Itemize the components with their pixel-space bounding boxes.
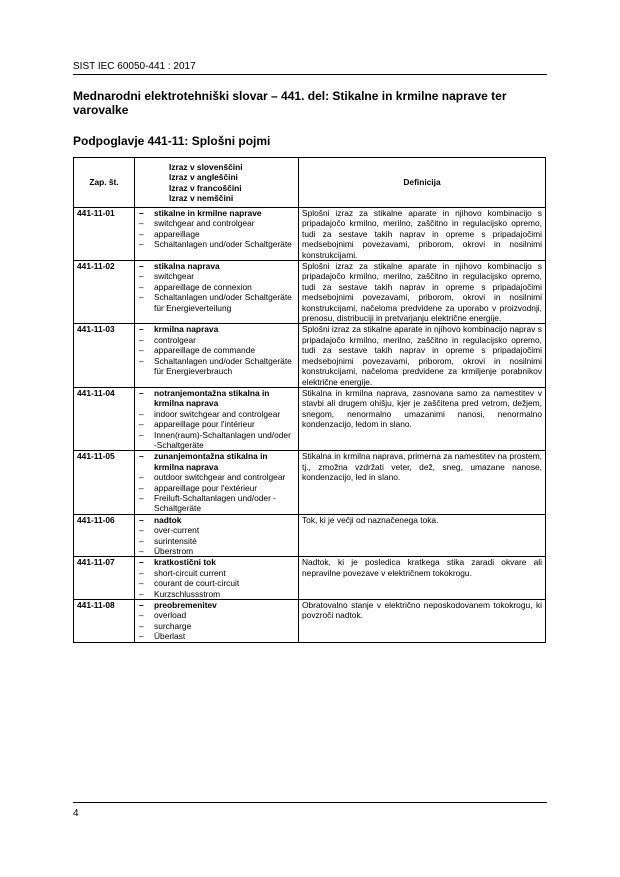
term-cell	[135, 451, 299, 514]
term-fr: – appareillage pour l'intérieur	[138, 419, 295, 429]
table-row	[74, 600, 546, 643]
table-row	[74, 324, 546, 387]
section-title: Podpoglavje 441-11: Splošni pojmi	[73, 134, 271, 148]
term-number: 441-11-03	[74, 324, 135, 387]
table-row	[74, 451, 546, 514]
header-definition: Definicija	[299, 158, 546, 208]
term-definition: Splošni izraz za stikalne aparate in njihovo kombinacijo naprav s pripadajočo krmilno, merilno, zaščitno in regulacijsko opremo, tudi za sestave takih naprav in opreme s pripadajočimi medsebojnimi povezavami, priborom, okrovi in nosilnimi konstrukcijami, načeloma predvidene za krmiljenje porabnikov električne energije.	[299, 324, 546, 387]
term-en: – indoor switchgear and controlgear	[138, 409, 295, 419]
term-fr: – surcharge	[138, 621, 295, 631]
header-terms	[135, 158, 299, 208]
terms-table	[73, 157, 546, 643]
term-en: – switchgear and controlgear	[138, 218, 295, 228]
term-fr: – courant de court-circuit	[138, 578, 295, 588]
table-row	[74, 387, 546, 450]
term-cell	[135, 514, 299, 557]
term-fr: – appareillage	[138, 229, 295, 239]
term-cell	[135, 208, 299, 261]
term-definition: Nadtok, ki je posledica kratkega stika zaradi okvare ali nepravilne povezave v električnem tokokrogu.	[299, 557, 546, 600]
term-cell	[135, 387, 299, 450]
table-row	[74, 261, 546, 324]
term-en: – outdoor switchgear and controlgear	[138, 472, 295, 482]
term-en: – controlgear	[138, 335, 295, 345]
term-number: 441-11-05	[74, 451, 135, 514]
term-sl: – kratkostični tok	[138, 557, 295, 567]
document-id: SIST IEC 60050-441 : 2017	[73, 61, 196, 72]
term-fr: – appareillage pour l'extérieur	[138, 483, 295, 493]
term-definition: Obratovalno stanje v električno neposkodovanem tokokrogu, ki povzroči nadtok.	[299, 600, 546, 643]
term-fr: – surintensité	[138, 536, 295, 546]
page-number: 4	[73, 808, 79, 819]
term-de: – Schaltanlagen und/oder Schaltgeräte für Energieverbrauch	[138, 356, 295, 377]
term-cell	[135, 600, 299, 643]
term-de: – Schaltanlagen und/oder Schaltgeräte	[138, 239, 295, 249]
term-cell	[135, 557, 299, 600]
term-sl: – nadtok	[138, 515, 295, 525]
term-de: – Innen(raum)-Schaltanlagen und/oder -Schaltgeräte	[138, 430, 295, 451]
term-sl: – zunanjemontažna stikalna in krmilna naprava	[138, 451, 295, 472]
term-number: 441-11-02	[74, 261, 135, 324]
header-number: Zap. št.	[74, 158, 135, 208]
term-sl: – notranjemontažna stikalna in krmilna naprava	[138, 388, 295, 409]
term-definition: Tok, ki je večji od naznačenega toka.	[299, 514, 546, 557]
term-fr: – appareillage de connexion	[138, 282, 295, 292]
term-de: – Überstrom	[138, 546, 295, 556]
header-rule	[73, 74, 547, 75]
footer-rule	[73, 802, 547, 803]
term-de: – Freiluft-Schaltanlagen und/oder -Schaltgeräte	[138, 493, 295, 514]
header-term-de: Izraz v nemščini	[169, 192, 234, 203]
term-fr: – appareillage de commande	[138, 345, 295, 355]
table-header-row	[74, 158, 546, 208]
table-row	[74, 514, 546, 557]
term-de: – Kurzschlussstrom	[138, 589, 295, 599]
term-en: – overload	[138, 610, 295, 620]
header-term-en: Izraz v angleščini	[169, 172, 238, 183]
term-cell	[135, 324, 299, 387]
term-sl: – stikalne in krmilne naprave	[138, 208, 295, 218]
term-sl: – preobremenitev	[138, 600, 295, 610]
header-term-sl: Izraz v slovenščini	[169, 161, 243, 172]
term-sl: – krmilna naprava	[138, 324, 295, 334]
term-number: 441-11-04	[74, 387, 135, 450]
term-number: 441-11-06	[74, 514, 135, 557]
term-definition: Splošni izraz za stikalne aparate in njihovo kombinacijo s pripadajočo krmilno, merilno, zaščitno in regulacijsko opremo, tudi za sestave takih naprav in opreme s pripadajočimi medsebojnimi povezavami, priborom, okrovi in nosilnimi konstrukcijami, načeloma predvidene za uporabo v proizvodnji, prenosu, distribuciji in pretvarjanju električne energije.	[299, 261, 546, 324]
term-de: – Überlast	[138, 631, 295, 641]
term-number: 441-11-01	[74, 208, 135, 261]
table-row	[74, 557, 546, 600]
term-en: – short-circuit current	[138, 568, 295, 578]
term-en: – switchgear	[138, 271, 295, 281]
term-number: 441-11-08	[74, 600, 135, 643]
term-number: 441-11-07	[74, 557, 135, 600]
term-de: – Schaltanlagen und/oder Schaltgeräte für Energieverteilung	[138, 292, 295, 313]
term-definition: Stikalna in krmilna naprava, zasnovana samo za namestitev v stavbi ali drugem ohišju, kjer je zaščitena pred vetrom, dežjem, snegom, nenormalno umazanimi nanosi, nenormalno kondenzacijo, ledom in slano.	[299, 387, 546, 450]
term-definition: Splošni izraz za stikalne aparate in njihovo kombinacijo s pripadajočo krmilno, merilno, zaščitno in regulacijsko opremo, tudi za sestave takih naprav in opreme s pripadajočimi medsebojnimi povezavami, priborom, okrovi in nosilnimi konstrukcijami.	[299, 208, 546, 261]
term-definition: Stikalna in krmilna naprava, primerna za namestitev na prostem, tj., zmožna vzdržati veter, dež, sneg, umazane nanose, kondenzacijo, led in slano.	[299, 451, 546, 514]
term-sl: – stikalna naprava	[138, 261, 295, 271]
term-en: – over-current	[138, 525, 295, 535]
table-row	[74, 208, 546, 261]
header-term-fr: Izraz v francoščini	[169, 182, 242, 193]
document-title: Mednarodni elektrotehniški slovar – 441. del: Stikalne in krmilne naprave ter varovalke	[73, 89, 507, 117]
term-cell	[135, 261, 299, 324]
